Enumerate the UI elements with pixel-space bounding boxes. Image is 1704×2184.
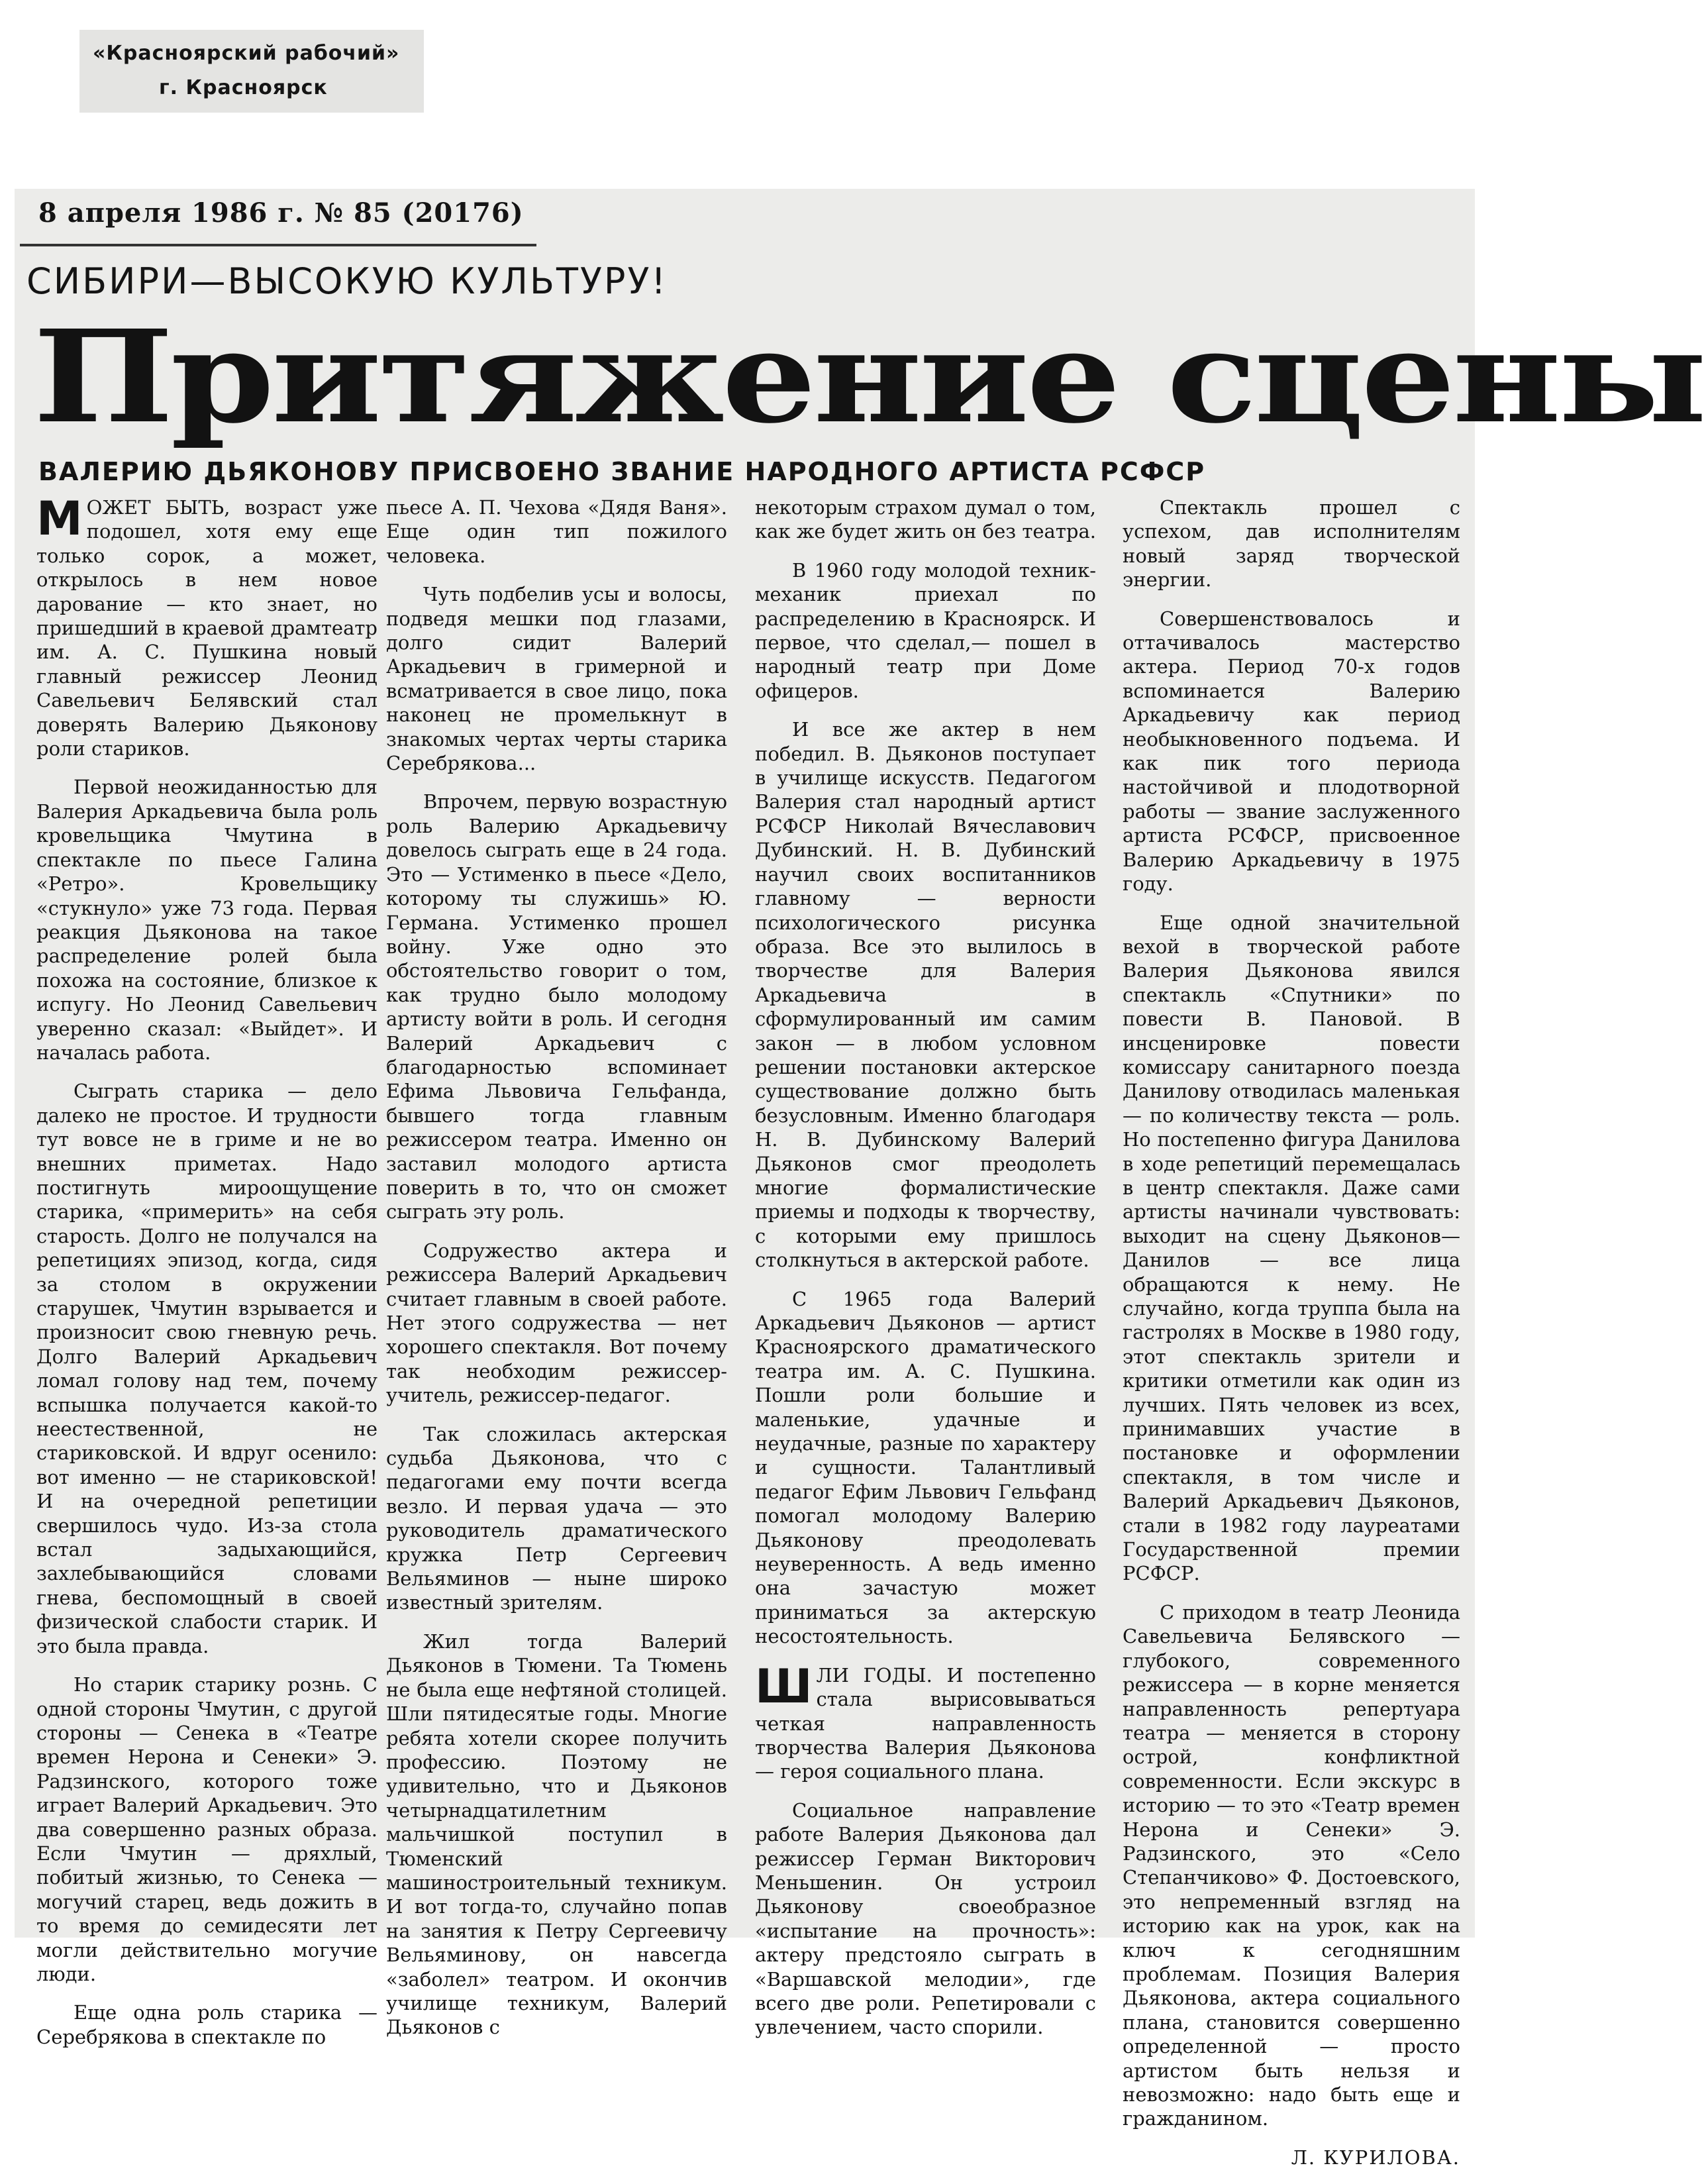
author-signature: Л. КУРИЛОВА. [1291,2146,1460,2169]
article-column-2 [386,495,727,2054]
paragraph-text: Совершенствовалось и оттачивалось мастерство актера. Период 70-х годов вспоминается Валерию Аркадьевичу как период необыкновенного подъема. И как пик того периода настойчивой и плодотворной работы — звание заслуженного артиста РСФСР, присвоенное Валерию Аркадьевичу в 1975 году. [1123,607,1460,896]
article-paragraph [1123,495,1460,592]
article-paragraph [1123,911,1460,1586]
newspaper-stamp [79,30,424,113]
paragraph-text: Жил тогда Валерий Дьяконов в Тюмени. Та Тюмень не была еще нефтяной столицей. Шли пятидесятые годы. Многие ребята хотели скорее получить профессию. Поэтому не удивительно, что и Дьяконов четырнадцатилетним мальчишкой поступил в Тюменский машиностроительный техникум. И вот тогда-то, случайно попав на занятия к Петру Сергеевичу Вельяминову, он навсегда «заболел» театром. И окончив училище техникум, Валерий Дьяконов с [386,1630,727,2039]
paragraph-text: ЛИ ГОДЫ. И постепенно стала вырисовываться четкая направленность творчества Валерия Дьяконова — героя социального плана. [755,1663,1096,1783]
paragraph-text: Еще одной значительной вехой в творческой работе Валерия Дьяконова явился спектакль «Спутники» по повести В. Пановой. В инсценировке повести комиссару санитарного поезда Данилову отводилась маленькая — по количеству текста — роль. Но постепенно фигура Данилова в ходе репетиций перемещалась в центр спектакля. Даже сами артисты начинали чувствовать: выходит на сцену Дьяконов—Данилов — все лица обращаются к нему. Не случайно, когда труппа была на гастролях в Москве в 1980 году, этот спектакль зрители и критики отметили как один из лучших. Пять человек из всех, принимавших участие в постановке и оформлении спектакля, в том числе и Валерий Аркадьевич Дьяконов, стали в 1982 году лауреатами Государственной премии РСФСР. [1123,911,1460,1585]
stamp-city: г. Красноярск [159,76,328,99]
issue-date: 8 апреля 1986 г. № 85 (20176) [38,197,524,229]
article-paragraph [755,1659,1096,1784]
paragraph-text: Первой неожиданностью для Валерия Аркадьевича была роль кровельщика Чмутина в спектакле по пьесе Галина «Ретро». Кровельщику «стукнуло» уже 73 года. Первая реакция Дьяконова на такое распределение ролей была похожа на состояние, близкое к испугу. Но Леонид Савельевич уверенно сказал: «Выйдет». И началась работа. [36,776,377,1064]
article-paragraph [36,492,377,760]
article-paragraph [755,1798,1096,2040]
headline: Притяжение сцены [33,303,1704,452]
paragraph-text: Еще одна роль старика — Серебрякова в спектакле по [36,2001,377,2048]
drop-cap: М [36,492,83,546]
dateline-rule [20,244,536,246]
article-paragraph [386,582,727,775]
stamp-newspaper-name: «Красноярский рабочий» [93,42,400,65]
subheadline: ВАЛЕРИЮ ДЬЯКОНОВУ ПРИСВОЕНО ЗВАНИЕ НАРОДНОГО АРТИСТА РСФСР [38,457,1206,486]
article-paragraph [386,1422,727,1615]
article-paragraph [386,495,727,568]
paragraph-text: Впрочем, первую возрастную роль Валерию Аркадьевичу довелось сыграть еще в 24 года. Это — Устименко в пьесе «Дело, которому ты служишь» Ю. Германа. Устименко прошел войну. Уже одно это обстоятельство говорит о том, как трудно было молодому артисту войти в роль. И сегодня Валерий Аркадьевич с благодарностью вспоминает Ефима Львовича Гельфанда, бывшего тогда главным режиссером театра. Именно он заставил молодого артиста поверить в то, что он сможет сыграть эту роль. [386,790,727,1223]
article-paragraph [386,1630,727,2040]
paragraph-text: И все же актер в нем победил. В. Дьяконов поступает в училище искусств. Педагогом Валерия стал народный артист РСФСР Николай Вячеславович Дубинский. Н. В. Дубинский научил своих воспитанников главному — верности психологического рисунка образа. Все это вылилось в творчестве для Валерия Аркадьевича в сформулированный им самим закон — в любом условном решении постановки актерское существование должно быть безусловным. Именно благодаря Н. В. Дубинскому Валерий Дьяконов смог преодолеть многие формалистические приемы и подходы к творчеству, с которыми ему пришлось столкнуться в актерской работе. [755,718,1096,1272]
paragraph-text: Чуть подбелив усы и волосы, подведя мешки под глазами, долго сидит Валерий Аркадьевич в гримерной и всматривается в свое лицо, пока наконец не промелькнут в знакомых чертах черты старика Серебрякова... [386,583,727,775]
article-paragraph [36,1079,377,1658]
article-paragraph [755,558,1096,703]
paragraph-text: пьесе А. П. Чехова «Дядя Ваня». Еще один тип пожилого человека. [386,496,727,567]
paragraph-text: Социальное направление работе Валерия Дьяконова дал режиссер Герман Викторович Меньшенин. Он устроил Дьяконову своеобразное «испытание на прочность»: актеру предстояло сыграть в «Варшавской мелодии», где всего две роли. Репетировали с увлечением, часто спорили. [755,1798,1096,2039]
article-paragraph [36,1673,377,1986]
paragraph-text: Но старик старику рознь. С одной стороны Чмутин, с другой стороны — Сенека в «Театре времен Нерона и Сенеки» Э. Радзинского, которого тоже играет Валерий Аркадьевич. Это два совершенно разных образа. Если Чмутин — дряхлый, побитый жизнью, то Сенека — могучий старец, ведь дожить в то время до семидесяти лет могли действительно могучие люди. [36,1673,377,1985]
paragraph-text: Содружество актера и режиссера Валерий Аркадьевич считает главным в своей работе. Нет этого содружества — нет хорошего спектакля. Вот почему так необходим режиссер-учитель, режиссер-педагог. [386,1239,727,1407]
paragraph-text: некоторым страхом думал о том, как же будет жить он без театра. [755,496,1096,543]
article-paragraph [1123,607,1460,896]
article-paragraph [36,2001,377,2049]
article-paragraph [755,717,1096,1272]
article-column-1 [36,492,377,2063]
article-paragraph [755,1287,1096,1649]
article-column-4 [1123,495,1460,2184]
rubric: СИБИРИ—ВЫСОКУЮ КУЛЬТУРУ! [26,260,668,302]
drop-cap: Ш [755,1659,813,1714]
article-paragraph [1123,1600,1460,2131]
paragraph-text: ОЖЕТ БЫТЬ, возраст уже подошел, хотя ему еще только сорок, а может, открылось в нем новое дарование — кто знает, но пришедший в краевой драмтеатр им. А. С. Пушкина новый главный режиссер Леонид Савельевич Белявский стал доверять Валерию Дьяконову роли стариков. [36,496,377,760]
paragraph-text: В 1960 году молодой техник-механик приехал по распределению в Красноярск. И первое, что сделал,— пошел в народный театр при Доме офицеров. [755,558,1096,702]
article-paragraph [386,1239,727,1408]
article-paragraph [755,495,1096,544]
paragraph-text: С приходом в театр Леонида Савельевича Белявского — глубокого, современного режиссера — в корне меняется направленность репертуара театра — меняется в сторону острой, конфликтной современности. Если экскурс в историю — то это «Театр времен Нерона и Сенеки» Э. Радзинского, это «Село Степанчиково» Ф. Достоевского, это непременный взгляд на историю как на урок, как на ключ к сегодняшним проблемам. Позиция Валерия Дьяконова, актера социального плана, становится совершенно определенной — просто артистом быть нельзя и невозможно: надо быть еще и гражданином. [1123,1600,1460,2130]
paragraph-text: Сыграть старика — дело далеко не простое. И трудности тут вовсе не в гриме и не во внешних приметах. Надо постигнуть мироощущение старика, «примерить» на себя старость. Долго не получался на репетициях эпизод, когда, сидя за столом в окружении старушек, Чмутин взрывается и произносит свою гневную речь. Долго Валерий Аркадьевич ломал голову над тем, почему вспышка получается какой-то неестественной, не стариковской. И вдруг осенило: вот именно — не стариковской! И на очередной репетиции свершилось чудо. Из-за стола встал задыхающийся, захлебывающийся словами гнева, беспомощный в своей физической слабости старик. И это была правда. [36,1080,377,1657]
article-paragraph [36,775,377,1065]
paragraph-text: С 1965 года Валерий Аркадьевич Дьяконов — артист Красноярского драматического театра им. А. С. Пушкина. Пошли роли большие и маленькие, удачные и неудачные, разные по характеру и сущности. Талантливый педагог Ефим Львович Гельфанд помогал молодому Валерию Дьяконову преодолевать неуверенность. А ведь именно она зачастую может приниматься за актерскую несостоятельность. [755,1287,1096,1648]
paragraph-text: Спектакль прошел с успехом, дав исполнителям новый заряд творческой энергии. [1123,496,1460,592]
article-column-3 [755,495,1096,2054]
article-paragraph [386,790,727,1223]
paragraph-text: Так сложилась актерская судьба Дьяконова, что с педагогами ему почти всегда везло. И первая удача — это руководитель драматического кружка Петр Сергеевич Вельяминов — ныне широко известный зрителям. [386,1422,727,1614]
